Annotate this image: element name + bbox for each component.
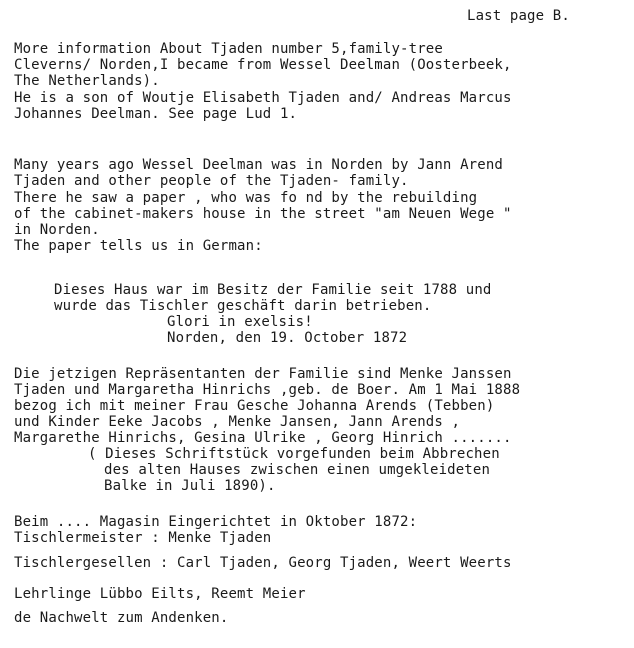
text-line: Balke in Juli 1890). — [104, 478, 276, 494]
text-line: Lehrlinge Lübbo Eilts, Reemt Meier — [14, 586, 306, 602]
text-line: und Kinder Eeke Jacobs , Menke Jansen, Jann Arends , — [14, 414, 461, 430]
text-line: Tjaden und Margaretha Hinrichs ,geb. de Boer. Am 1 Mai 1888 — [14, 382, 521, 398]
text-line: Tjaden and other people of the Tjaden- family. — [14, 173, 409, 189]
quote-line: Norden, den 19. October 1872 — [167, 330, 408, 346]
text-line: Tischlergesellen : Carl Tjaden, Georg Tjaden, Weert Weerts — [14, 555, 512, 571]
text-line: Clеverns/ Norden,I became from Wessel Deelman (Oosterbeek, — [14, 57, 512, 73]
text-line: The Netherlands). — [14, 73, 160, 89]
text-line: Die jetzigen Repräsentanten der Familie sind Menke Janssen — [14, 366, 512, 382]
text-line: Johannes Deelman. See page Lud 1. — [14, 106, 298, 122]
quote-line: Glori in exelsis! — [167, 314, 313, 330]
text-line: Many years ago Wessel Deelman was in Norden by Jann Arend — [14, 157, 503, 173]
quote-line: Dieses Haus war im Besitz der Familie seit 1788 und — [54, 282, 492, 298]
text-line: He is a son of Woutje Elisabeth Tjaden and/ Andreas Marcus — [14, 90, 512, 106]
text-line: de Nachwelt zum Andenken. — [14, 610, 229, 626]
text-line: bezog ich mit meiner Frau Gesche Johanna Arends (Tebben) — [14, 398, 495, 414]
text-line: There he saw a paper , who was fo nd by the rebuilding — [14, 190, 478, 206]
text-line: of the cabinet-makers house in the street "am Neuen Wege " — [14, 206, 512, 222]
text-line: ( Dieses Schriftstück vorgefunden beim Abbrechen — [88, 446, 500, 462]
quote-line: wurde das Tischler geschäft darin betrieben. — [54, 298, 432, 314]
text-line: Beim .... Magasin Eingerichtet in Oktober 1872: — [14, 514, 418, 530]
page-label: Last page B. — [467, 8, 570, 24]
text-line: Tischlermeister : Menke Tjaden — [14, 530, 272, 546]
text-line: More information About Tjaden number 5,family-tree — [14, 41, 443, 57]
text-line: Margarethe Hinrichs, Gesina Ulrike , Georg Hinrich ....... — [14, 430, 512, 446]
text-line: in Norden. — [14, 222, 100, 238]
text-line: des alten Hauses zwischen einen umgekleideten — [104, 462, 491, 478]
text-line: The paper tells us in German: — [14, 238, 263, 254]
